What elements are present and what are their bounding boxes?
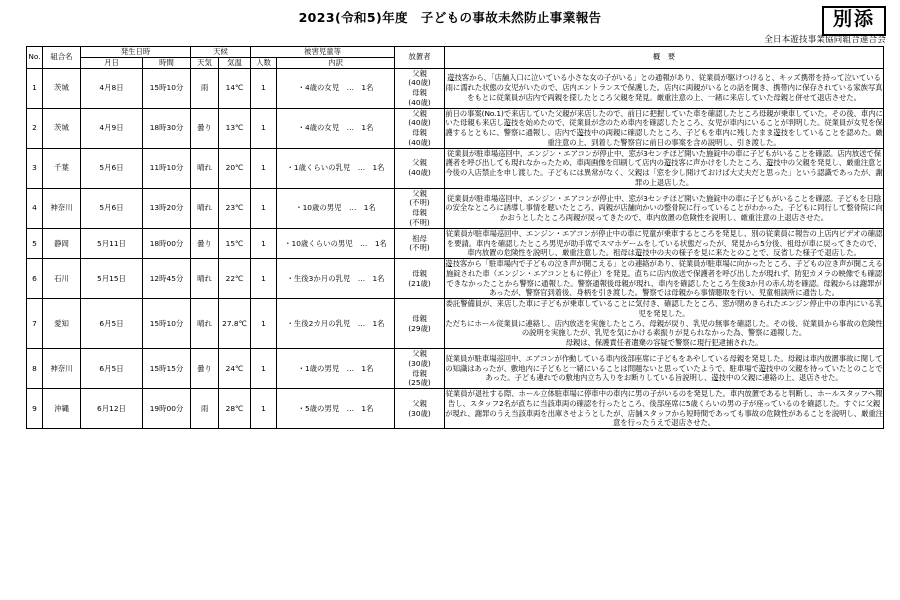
row-union: 石川 — [43, 259, 81, 299]
document-header — [0, 0, 900, 46]
leaver-line: (21歳) — [408, 278, 431, 288]
organization-name: 全日本遊技事業協同組合連合会 — [764, 35, 886, 45]
summary-paragraph: 遊技客から、「店舗入口に泣いている小さな女の子がいる」との通報があり、従業員が駆けつけると、キッズ携帯を持って泣いている雨に濡れた状態の女児がいたので、店内エントランスで保護した。店内に両親がいるとの話を聞き、携帯内に保存されている家族写真をもとに従業員が店内で両親を探したところ父親を発見。厳重注意の上、一緒に来店していた母親と併せて退店させた。 — [445, 73, 883, 102]
table-row — [27, 188, 884, 228]
row-date: 5月6日 — [81, 188, 143, 228]
table-row — [27, 68, 884, 108]
leaver-line: (不明) — [409, 243, 430, 253]
row-union: 茨城 — [43, 108, 81, 148]
row-weather: 雨 — [191, 389, 219, 429]
row-weather: 晴れ — [191, 299, 219, 349]
row-summary — [445, 228, 884, 258]
row-leaver — [395, 389, 445, 429]
col-summary: 概 要 — [445, 47, 884, 69]
table-header — [27, 47, 884, 69]
breakdown-line: ・生後2カ月の乳児 … 1名 — [286, 318, 385, 328]
leaver-line: 父親 — [412, 68, 427, 78]
row-leaver — [395, 299, 445, 349]
leaver-line: (30歳) — [408, 408, 431, 418]
row-summary — [445, 299, 884, 349]
leaver-line: 父親 — [412, 348, 427, 358]
row-temperature: 28℃ — [219, 389, 251, 429]
leaver-line: 父親 — [412, 108, 427, 118]
col-date: 月日 — [81, 57, 143, 68]
row-breakdown — [277, 68, 395, 108]
row-date: 4月9日 — [81, 108, 143, 148]
summary-paragraph: 従業員が退社する際、ホール立体駐車場に停車中の車内に男の子がいるのを発見した。車内放置であると判断し、ホールスタッフへ報告し、スタッフ2名が直ちに当該車両の確認を行ったところ、後部座席に5歳くらいの男の子が座っているのを確認した。すぐに父親が現れ、謝罪のうえ当該車両を出庫させようとしたが、店舗スタッフから短時間であっても事故の危険性があることを説明し、厳重注意を行ったうえで退店させた。 — [445, 389, 883, 428]
row-breakdown — [277, 348, 395, 388]
col-breakdown: 内訳 — [277, 57, 395, 68]
row-weather: 曇り — [191, 108, 219, 148]
row-no: 9 — [27, 389, 43, 429]
summary-paragraph: 従業員が駐車場巡回中、エンジン・エアコンが停止中の車に児童が乗車するところを発見し、別の従業員に報告の上店内ビデオの確認を要請。車内を確認したところ男児が助手席でスマホゲームをしている状態だったが、発見から5分後、祖母が車に戻ってきたので、車内放置の危険性を説明し、厳重注意した。祖母は遊技中の夫の様子を見に来たとのことで、反省した様子で退店した。 — [445, 228, 883, 258]
col-weather: 天気 — [191, 57, 219, 68]
summary-paragraph: 前日の事案(No.1)で来店していた父親が来店したので、前日に把握していた車を確認したところ母親が乗車していた。その後、車内にいた母親も来店し遊技を始めたので、従業員が念のため車内を確認したところ、女児が車内にいることが判明した。従業員が女児を保護するとともに、警察に通報し、店内で遊技中の両親に確認したところ、子どもを車内に残したまま遊技をしていることを認めた。厳重注意の上、到着した警察官に前日の事案を含め説明し、引き渡した。 — [445, 108, 883, 147]
row-count: 1 — [251, 188, 277, 228]
incident-report-table — [26, 46, 884, 429]
leaver-line: (29歳) — [408, 323, 431, 333]
row-count: 1 — [251, 389, 277, 429]
row-weather: 晴れ — [191, 188, 219, 228]
leaver-line: (40歳) — [408, 97, 431, 107]
row-temperature: 23℃ — [219, 188, 251, 228]
row-no: 7 — [27, 299, 43, 349]
leaver-line: (40歳) — [408, 137, 431, 147]
row-time: 11時10分 — [143, 148, 191, 188]
attachment-badge: 別添 — [822, 6, 886, 36]
leaver-line: 祖母 — [412, 233, 427, 243]
row-count: 1 — [251, 148, 277, 188]
col-occurrence: 発生日時 — [81, 47, 191, 58]
table-row — [27, 108, 884, 148]
row-time: 13時20分 — [143, 188, 191, 228]
table-row — [27, 348, 884, 388]
row-no: 1 — [27, 68, 43, 108]
row-no: 8 — [27, 348, 43, 388]
leaver-line: 母親 — [412, 208, 427, 218]
row-summary — [445, 389, 884, 429]
row-time: 15時10分 — [143, 299, 191, 349]
row-weather: 晴れ — [191, 148, 219, 188]
row-time: 15時10分 — [143, 68, 191, 108]
leaver-line: (40歳) — [408, 118, 431, 128]
row-breakdown — [277, 259, 395, 299]
row-temperature: 22℃ — [219, 259, 251, 299]
col-victims: 被害児童等 — [251, 47, 395, 58]
summary-paragraph: 委託警備員が、来店した車に子どもが乗車していることに気付き、確認したところ、窓が閉めきられたエンジン停止中の車内にいる乳児を発見した。 — [445, 299, 883, 318]
row-count: 1 — [251, 108, 277, 148]
leaver-line: (不明) — [409, 218, 430, 228]
row-weather: 曇り — [191, 228, 219, 258]
row-date: 5月15日 — [81, 259, 143, 299]
leaver-line: (不明) — [409, 198, 430, 208]
row-date: 5月6日 — [81, 148, 143, 188]
row-time: 18時00分 — [143, 228, 191, 258]
leaver-line: 父親 — [412, 158, 427, 168]
col-union: 組合名 — [43, 47, 81, 69]
summary-paragraph: 遊技客から「駐車場内で子どもの泣き声が聞こえる」との連絡があり、従業員が駐車場に向かったところ、子どもの泣き声が聞こえる施錠された車（エンジン・エアコンともに停止）を発見。直ちに店内放送で保護者を呼び出したが現れず、防犯カメラの映像でも確認できなかったことから警察に通報した。警察通報後母親が現れ、車内を確認したところ生後3か月の赤ん坊を確認。母親からは謝罪があったが、警察官到着後、身柄を引き渡した。警察では母親から事情聴取を行い、児童相談所に通告した。 — [445, 259, 883, 298]
col-count: 人数 — [251, 57, 277, 68]
row-union: 沖縄 — [43, 389, 81, 429]
row-date: 4月8日 — [81, 68, 143, 108]
leaver-line: 父親 — [412, 188, 427, 198]
row-no: 6 — [27, 259, 43, 299]
col-weather-group: 天候 — [191, 47, 251, 58]
row-breakdown — [277, 148, 395, 188]
row-temperature: 14℃ — [219, 68, 251, 108]
row-count: 1 — [251, 348, 277, 388]
summary-paragraph: 従業員が駐車場巡回中、エアコンが作動している車内後部座席に子どもをあやしている母親を発見した。母親は車内放置事故に関しての知識はあったが、敷地内に子どもと一緒にいることは問題ないと思っていたようで、駐車場で遊技中の父親を待っていたとのことであった。子ども連れでの敷地内立ち入りをお断りしている旨説明し、遊技中の父親に連絡の上、退店させた。 — [445, 353, 883, 383]
leaver-line: (40歳) — [408, 168, 431, 178]
row-count: 1 — [251, 68, 277, 108]
row-date: 6月12日 — [81, 389, 143, 429]
row-temperature: 15℃ — [219, 228, 251, 258]
row-leaver — [395, 348, 445, 388]
row-breakdown — [277, 299, 395, 349]
row-leaver — [395, 228, 445, 258]
row-breakdown — [277, 228, 395, 258]
row-leaver — [395, 148, 445, 188]
row-summary — [445, 108, 884, 148]
page-title: 2023(令和5)年度 子どもの事故未然防止事業報告 — [298, 10, 602, 25]
breakdown-line: ・10歳くらいの男児 … 1名 — [284, 238, 387, 248]
row-date: 6月5日 — [81, 348, 143, 388]
leaver-line: 母親 — [412, 88, 427, 98]
row-weather: 晴れ — [191, 259, 219, 299]
row-date: 5月11日 — [81, 228, 143, 258]
summary-paragraph: 母親は、保護責任者遺棄の容疑で警察に現行犯逮捕された。 — [565, 338, 763, 348]
report-table-wrapper — [0, 46, 900, 429]
row-no: 5 — [27, 228, 43, 258]
row-count: 1 — [251, 228, 277, 258]
row-time: 15時15分 — [143, 348, 191, 388]
table-row — [27, 148, 884, 188]
summary-paragraph: 従業員が駐車場巡回中、エンジン・エアコンが停止中、窓が3センチほど開いた施錠中の車に子どもがいることを確認。店内放送で保護者を呼び出しても現れなかったため、車両画像を印刷して店内の遊技客に声かけをしたところ、遊技中の父親を発見し、厳重注意と今後の入店禁止を申し渡した。子どもには異常がなく、父親は「窓を少し開けておけば大丈夫だと思った」という認識であったが、謝罪の上退店した。 — [445, 148, 883, 187]
col-temperature: 気温 — [219, 57, 251, 68]
row-leaver — [395, 108, 445, 148]
row-breakdown — [277, 108, 395, 148]
col-no: No. — [27, 47, 43, 69]
table-row — [27, 299, 884, 349]
row-temperature: 13℃ — [219, 108, 251, 148]
row-leaver — [395, 259, 445, 299]
row-union: 神奈川 — [43, 348, 81, 388]
row-summary — [445, 148, 884, 188]
row-breakdown — [277, 188, 395, 228]
row-no: 2 — [27, 108, 43, 148]
leaver-line: 父親 — [412, 398, 427, 408]
row-union: 静岡 — [43, 228, 81, 258]
row-union: 神奈川 — [43, 188, 81, 228]
row-time: 19時00分 — [143, 389, 191, 429]
summary-paragraph: ただちにホール従業員に連絡し、店内放送を実施したところ、母親が戻り、乳児の無事を確認した。その後、従業員から事故の危険性の説明を実施したが、乳児を気にかける素振りが見られなかった為、警察に通報した。 — [445, 318, 883, 338]
row-breakdown — [277, 389, 395, 429]
row-leaver — [395, 188, 445, 228]
table-row — [27, 228, 884, 258]
summary-paragraph: 従業員が駐車場巡回中、エンジン・エアコンが停止中、窓が3センチほど開いた施錠中の車に子どもがいることを確認。子どもを日陰の安全なところに誘導し事情を聴いたところ、両親が店舗向かいの整骨院に行っていることがわかった。子どもに同行して整骨院に向かおうとしたところ両親が戻ってきたので、車内放置の危険性を説明し、厳重注意の上退店させた。 — [445, 193, 883, 223]
row-no: 4 — [27, 188, 43, 228]
row-summary — [445, 259, 884, 299]
row-leaver — [395, 68, 445, 108]
breakdown-line: ・4歳の女児 … 1名 — [297, 83, 374, 93]
breakdown-line: ・生後3か月の乳児 … 1名 — [286, 273, 385, 283]
header-row-1 — [27, 47, 884, 58]
row-date: 6月5日 — [81, 299, 143, 349]
row-time: 18時30分 — [143, 108, 191, 148]
row-union: 愛知 — [43, 299, 81, 349]
row-union: 千葉 — [43, 148, 81, 188]
breakdown-line: ・1歳の男児 … 1名 — [297, 363, 374, 373]
leaver-line: 母親 — [412, 128, 427, 138]
row-time: 12時45分 — [143, 259, 191, 299]
leaver-line: 母親 — [412, 268, 427, 278]
table-row — [27, 389, 884, 429]
row-temperature: 20℃ — [219, 148, 251, 188]
breakdown-line: ・4歳の女児 … 1名 — [297, 123, 374, 133]
col-leaver: 放置者 — [395, 47, 445, 69]
breakdown-line: ・10歳の男児 … 1名 — [295, 203, 376, 213]
row-weather: 曇り — [191, 348, 219, 388]
leaver-line: 母親 — [412, 368, 427, 378]
col-time: 時間 — [143, 57, 191, 68]
row-temperature: 27.8℃ — [219, 299, 251, 349]
leaver-line: (40歳) — [408, 78, 431, 88]
row-union: 茨城 — [43, 68, 81, 108]
breakdown-line: ・1歳くらいの乳児 … 1名 — [286, 163, 385, 173]
table-row — [27, 259, 884, 299]
row-count: 1 — [251, 299, 277, 349]
leaver-line: (25歳) — [408, 378, 431, 388]
row-no: 3 — [27, 148, 43, 188]
leaver-line: (30歳) — [408, 358, 431, 368]
leaver-line: 母親 — [412, 313, 427, 323]
row-summary — [445, 348, 884, 388]
row-summary — [445, 68, 884, 108]
row-weather: 雨 — [191, 68, 219, 108]
row-summary — [445, 188, 884, 228]
table-body — [27, 68, 884, 429]
row-temperature: 24℃ — [219, 348, 251, 388]
row-count: 1 — [251, 259, 277, 299]
breakdown-line: ・5歳の男児 … 1名 — [297, 403, 374, 413]
